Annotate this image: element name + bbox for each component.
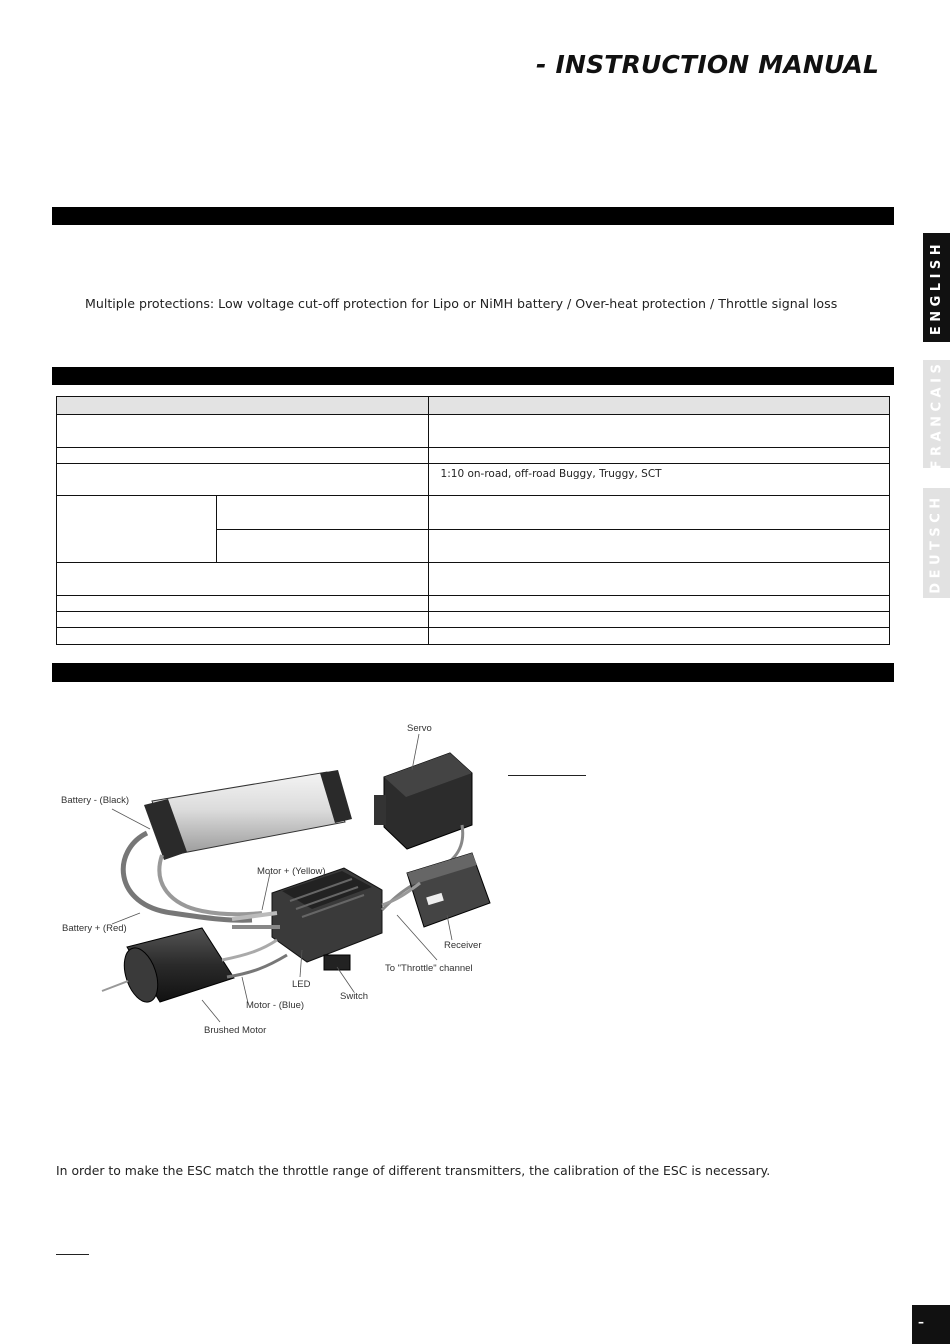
language-tab-label: DEUTSCH [929,492,945,594]
table-row [57,628,890,645]
table-header-row [57,397,890,415]
language-tab-french[interactable] [923,360,950,468]
protections-text: Multiple protections: Low voltage cut-off protection for Lipo or NiMH battery / Over-heat protection / Throttle signal loss [85,296,838,311]
label-led: LED [292,979,311,990]
section-bar-specifications [52,367,894,385]
page-number: – [918,1315,924,1329]
table-row [57,596,890,612]
wiring-diagram [52,715,502,1045]
label-servo: Servo [407,723,432,734]
label-brushed-motor: Brushed Motor [204,1025,267,1036]
heading-underline [508,775,586,776]
language-tab-label: FRANCAIS [929,359,945,469]
table-row [57,563,890,596]
label-switch: Switch [340,991,368,1002]
label-motor-negative: Motor - (Blue) [246,1000,305,1011]
note-underline [56,1254,89,1255]
label-battery-positive: Battery + (Red) [62,923,127,934]
table-row [57,464,890,496]
language-tab-english[interactable] [923,233,950,342]
calibration-intro: In order to make the ESC match the throttle range of different transmitters, the calibration of the ESC is necessary. [56,1163,771,1178]
language-tab-label: ENGLISH [929,239,945,336]
label-motor-positive: Motor + (Yellow) [257,866,326,877]
section-bar-features [52,207,894,225]
label-receiver: Receiver [444,940,482,951]
battery-illustration [144,770,352,860]
page-number-tab [912,1305,950,1344]
brushed-motor-illustration [102,928,234,1006]
section-bar-connection [52,663,894,682]
esc-illustration [272,868,382,970]
page-title: - INSTRUCTION MANUAL [536,50,880,79]
receiver-illustration [407,853,490,927]
table-row [57,612,890,628]
language-tab-german[interactable] [923,488,950,598]
application-value: 1:10 on-road, off-road Buggy, Truggy, SCT [428,464,889,496]
specifications-table [56,396,890,645]
servo-illustration [374,753,472,849]
table-row [57,496,890,530]
label-battery-negative: Battery - (Black) [61,795,130,806]
table-row [57,415,890,448]
label-throttle-channel: To "Throttle" channel [385,963,473,974]
table-row [57,448,890,464]
